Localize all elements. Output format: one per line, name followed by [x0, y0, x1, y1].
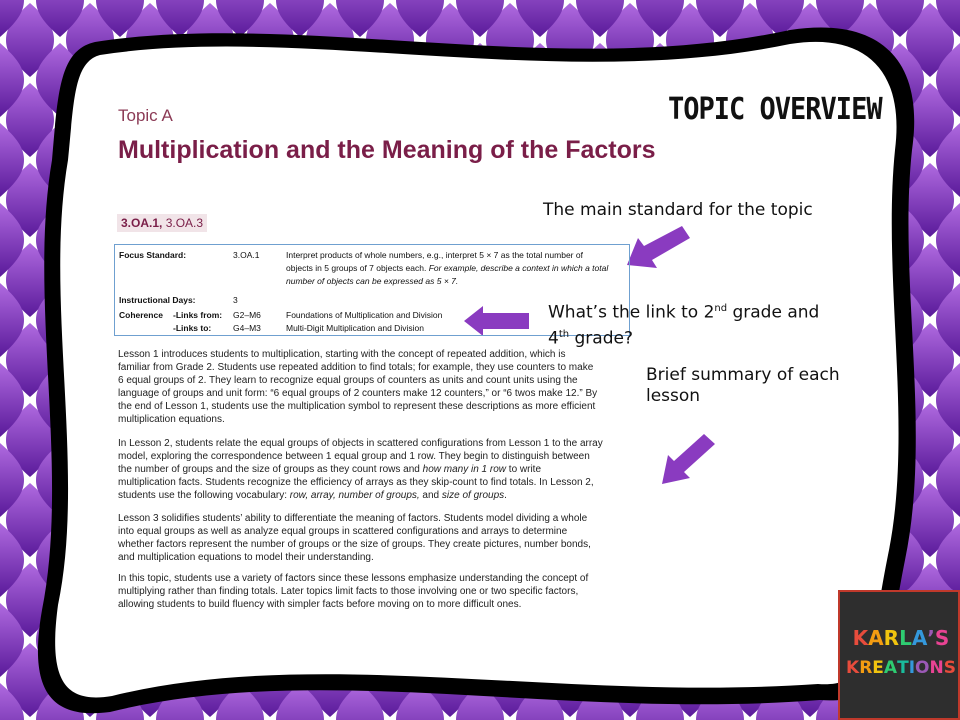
topic-label: Topic A — [118, 106, 173, 125]
lesson-3-summary: Lesson 3 solidifies students’ ability to differentiate the meaning of factors. Students model dividing a whole into equal groups as well as analyze equal groups in scattered configurations and arrays to determine whether factors represent the number of groups or the size of groups. They create pictures, number bonds, and multiplication equations to model their understanding. — [118, 513, 591, 563]
focus-standard-text-1: Interpret products of whole numbers, e.g., interpret 5 × 7 as the total number of — [286, 250, 583, 260]
annotation-lesson-summary: Brief summary of each lesson — [646, 365, 840, 406]
standard-primary: 3.OA.1, — [121, 216, 163, 230]
links-from-text: Foundations of Multiplication and Division — [286, 310, 443, 320]
instructional-days-label: Instructional Days: — [119, 295, 196, 305]
lesson-2-summary: In Lesson 2, students relate the equal groups of objects in scattered configurations from Lesson 1 to the array model, exploring the correspondence between 1 equal group and 1 row. They begin to distinguish between the number of groups and the size of groups as they count rows and how many in 1 row to write multiplication facts. Students recognize the efficiency of arrays as they skip-count to find totals. In Lesson 2, students use the following vocabulary: row, array, number of groups, and size of groups. — [118, 438, 603, 501]
links-from-code: G2–M6 — [233, 310, 261, 320]
topic-overview-heading: TOPIC OVERVIEW — [668, 92, 882, 127]
focus-standard-label: Focus Standard: — [119, 250, 187, 260]
logo-line-2: KREATIONS — [846, 658, 956, 678]
topic-title: Multiplication and the Meaning of the Factors — [118, 136, 656, 164]
links-from-label: -Links from: — [173, 310, 223, 320]
topic-summary: In this topic, students use a variety of factors since these lessons emphasize understanding the concept of multiplying rather than finding totals. Later topics limit facts to those involving one or two specific factors, allowing students to build fluency with simpler facts before moving on to more difficult ones. — [118, 573, 589, 610]
logo-line-1: KARLA’S — [852, 626, 950, 650]
coherence-label: Coherence — [119, 310, 163, 320]
focus-standard-text-3: number of objects can be expressed as 5 × 7. — [286, 276, 459, 286]
focus-standard-code: 3.OA.1 — [233, 250, 260, 260]
focus-standard-text-2: objects in 5 groups of 7 objects each. For example, describe a context in which a total — [286, 263, 609, 273]
annotation-links: What’s the link to 2nd grade and 4th grade? — [548, 302, 820, 349]
standards-badge — [117, 214, 207, 232]
lesson-1-summary: Lesson 1 introduces students to multiplication, starting with the concept of repeated addition, which is familiar from Grade 2. Students use repeated addition to find totals; for example, they use counters to make 6 equal groups of 2. They learn to recognize equal groups of counters as units and count units using the language of groups and unit form: “6 equal groups of 2 counters make 12 counters,” or “6 twos make 12.” By the end of Lesson 1, students use the multiplication symbol to represent these descriptions as more efficient multiplication equations. — [118, 349, 598, 425]
links-to-label: -Links to: — [173, 323, 212, 333]
standard-secondary: 3.OA.3 — [162, 216, 204, 230]
links-to-code: G4–M3 — [233, 323, 261, 333]
karlas-kreations-logo — [838, 590, 960, 720]
annotation-main-standard: The main standard for the topic — [543, 200, 813, 220]
links-to-text: Multi-Digit Multiplication and Division — [286, 323, 424, 333]
instructional-days-value: 3 — [233, 295, 238, 305]
